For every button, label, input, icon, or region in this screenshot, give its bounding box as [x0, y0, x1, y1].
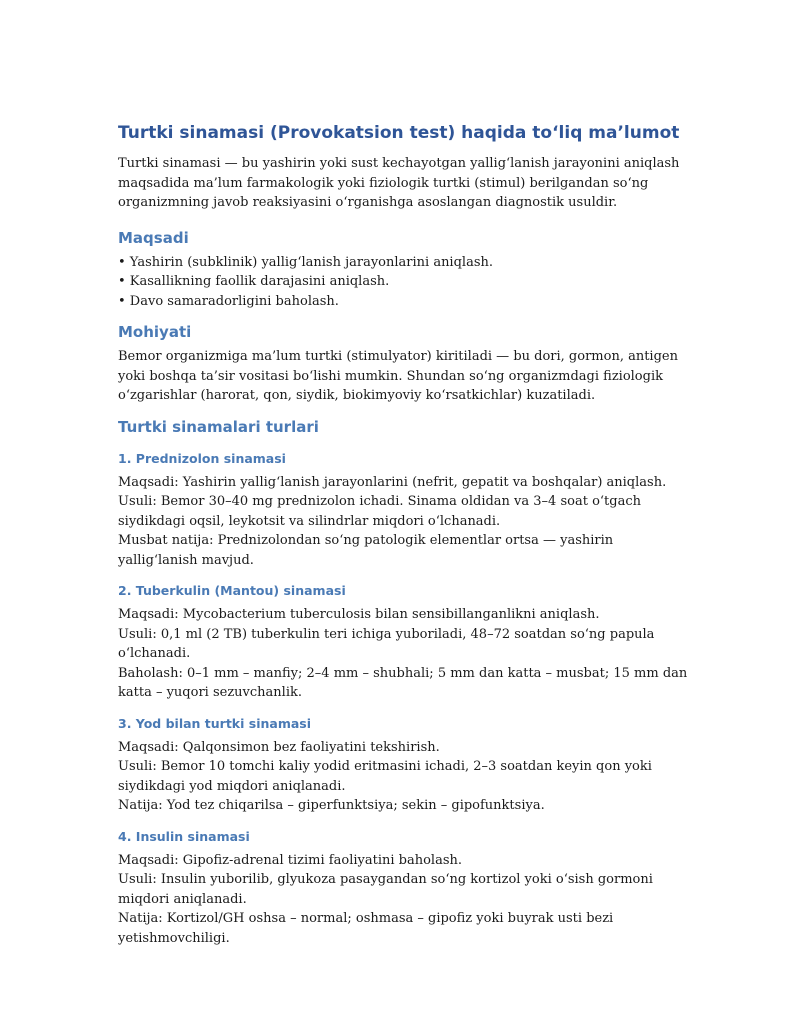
test-line: Maqsadi: Yashirin yallig‘lanish jarayonlarini (nefrit, gepatit va boshqalar) aniqlash. — [118, 474, 667, 490]
test-block — [118, 449, 688, 571]
document-title: Turtki sinamasi (Provokatsion test) haqida to‘liq ma’lumot — [118, 123, 680, 143]
test-line: Usuli: Bemor 10 tomchi kaliy yodid eritmasini ichadi, 2–3 soatdan keyin qon yoki siydikdagi yod miqdori aniqlanadi. — [118, 759, 652, 794]
test-heading: 2. Tuberkulin (Mantou) sinamasi — [118, 583, 346, 598]
test-line: Maqsadi: Gipofiz-adrenal tizimi faoliyatini baholash. — [118, 852, 462, 868]
test-line: Maqsadi: Mycobacterium tuberculosis bilan sensibillanganlikni aniqlash. — [118, 607, 600, 622]
test-line: Baholash: 0–1 mm – manfiy; 2–4 mm – shubhali; 5 mm dan katta – musbat; 15 mm dan katta – yuqori sezuvchanlik. — [118, 665, 688, 700]
test-block — [118, 714, 688, 816]
document-content — [118, 120, 688, 948]
list-item: • Kasallikning faollik darajasini aniqlash. — [118, 274, 390, 289]
test-heading: 3. Yod bilan turtki sinamasi — [118, 715, 311, 731]
intro-paragraph: Turtki sinamasi — bu yashirin yoki sust kechayotgan yallig‘lanish jarayonini aniqlash maqsadida ma’lum farmakologik yoki fiziologik turtki (stimul) berilgandan so‘ng organizmning javob reaksiyasini o‘rganishga asoslangan diagnostik usuldir. — [118, 156, 680, 210]
test-line: Usuli: Bemor 30–40 mg prednizolon ichadi. Sinama oldidan va 3–4 soat o‘tgach siydikdagi oqsil, leykotsit va silindrlar miqdori o‘lchanadi. — [118, 494, 641, 529]
section-heading-essence: Mohiyati — [118, 323, 192, 341]
test-line: Maqsadi: Qalqonsimon bez faoliyatini tekshirish. — [118, 739, 440, 755]
test-line: Musbat natija: Prednizolondan so‘ng patologik elementlar ortsa — yashirin yallig‘lanish mavjud. — [118, 533, 614, 568]
test-block — [118, 581, 688, 703]
test-heading: 1. Prednizolon sinamasi — [118, 450, 286, 466]
test-line: Natija: Yod tez chiqarilsa – giperfunktsiya; sekin – gipofunktsiya. — [118, 798, 545, 813]
test-line: Usuli: 0,1 ml (2 TB) tuberkulin teri ichiga yuboriladi, 48–72 soatdan so‘ng papula o‘lchanadi. — [118, 626, 655, 661]
list-item: • Davo samaradorligini baholash. — [118, 293, 339, 309]
test-block — [118, 827, 688, 949]
list-item: • Yashirin (subklinik) yallig‘lanish jarayonlarini aniqlash. — [118, 254, 494, 270]
test-line: Natija: Kortizol/GH oshsa – normal; oshmasa – gipofiz yoki buyrak usti bezi yetishmovchiligi. — [118, 911, 614, 946]
purpose-list — [118, 253, 688, 312]
essence-paragraph: Bemor organizmiga ma’lum turtki (stimulyator) kiritiladi — bu dori, gormon, antigen yoki boshqa ta’sir vositasi bo‘lishi mumkin. Shundan so‘ng organizmdagi fiziologik o‘zgarishlar (harorat, qon, siydik, biokimyoviy ko‘rsatkichlar) kuzatiladi. — [118, 349, 678, 403]
test-line: Usuli: Insulin yuborilib, glyukoza pasaygandan so‘ng kortizol yoki o‘sish gormoni miqdori aniqlanadi. — [118, 872, 653, 907]
section-heading-purpose: Maqsadi — [118, 228, 189, 247]
test-heading: 4. Insulin sinamasi — [118, 828, 250, 844]
section-heading-types: Turtki sinamalari turlari — [118, 417, 319, 436]
